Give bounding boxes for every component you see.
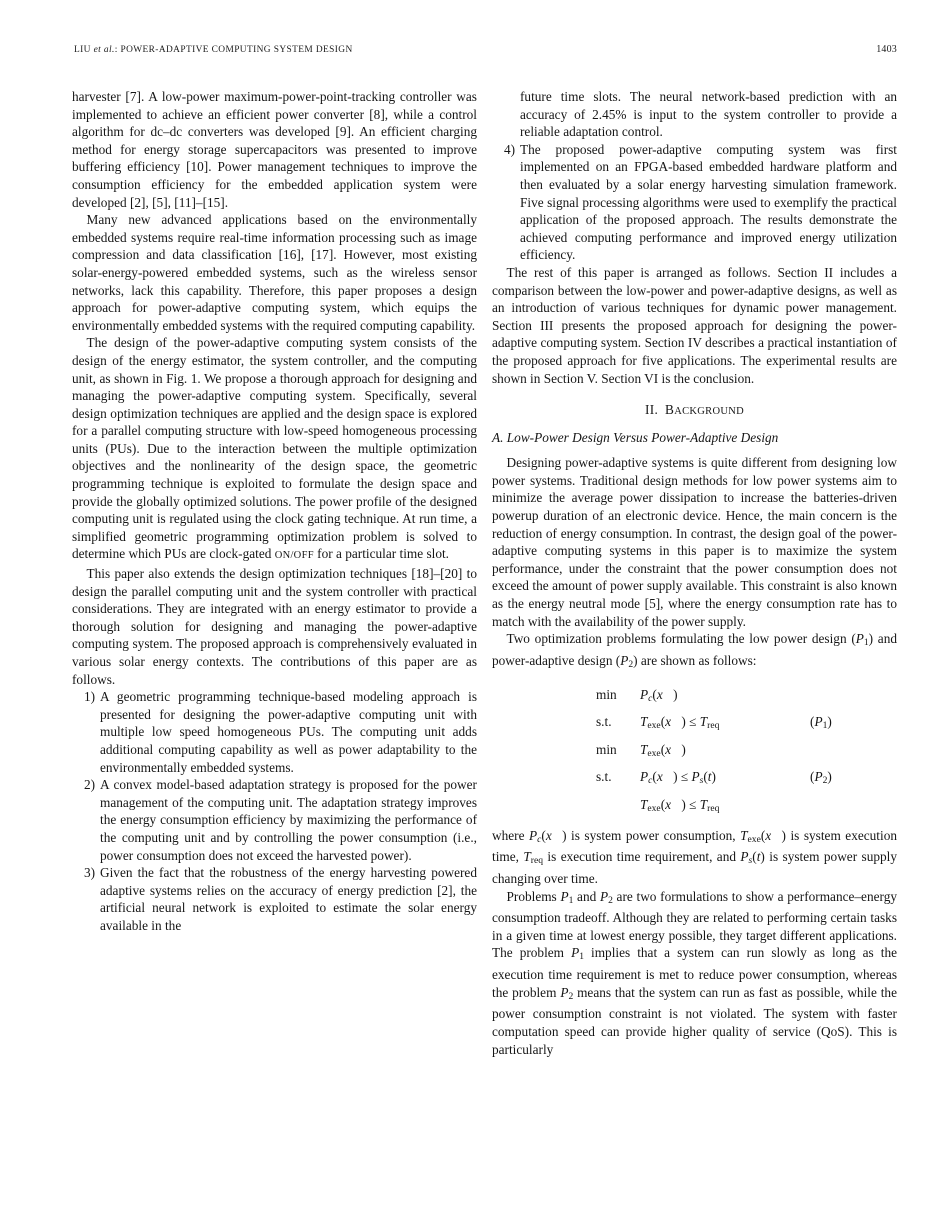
- section-heading-background: II. BACKGROUND: [645, 402, 744, 418]
- optimization-equations: [492, 683, 897, 821]
- page-header: [74, 44, 897, 55]
- equation-expression: Texe(x⃗) ≤ Treq: [640, 714, 720, 732]
- list-item-text: A convex model-based adaptation strategy is proposed for the power management of the computing unit. The adaptation strategy improves the energy consumption efficiency by maximizing the performance of the computing unit and by controlling the power consumption (i.e., power consumption does not exceed the harvested power).: [100, 777, 477, 863]
- equation-row: [492, 793, 897, 821]
- two-column-body: [72, 88, 897, 1058]
- list-item-text: Given the fact that the robustness of the energy harvesting powered adaptive systems relies on the accuracy of energy prediction [2], the artificial neural network is exploited to estimate the solar energy available in the: [100, 865, 477, 933]
- contribution-item-1: [72, 688, 477, 776]
- equation-tag: [810, 793, 897, 821]
- paragraph-extends-techniques: This paper also extends the design optimization techniques [18]–[20] to design the parallel computing unit and the system controller with practical considerations. They are integrated with an energy estimator to provide a thorough solution for designing and managing the power-adaptive computing system. The proposed approach is comprehensively evaluated in various solar energy contexts. The contributions of this paper are as follows.: [72, 566, 477, 687]
- contribution-item-4: [492, 141, 897, 264]
- equation-tag-p1: (P1): [810, 714, 832, 732]
- contribution-item-3-continuation: future time slots. The neural network-based prediction with an accuracy of 2.45% is input to the system controller to provide a reliable adaptation control.: [520, 89, 897, 140]
- left-column: [72, 88, 477, 1058]
- equation-expression: Pc(x⃗): [640, 686, 678, 704]
- paragraph-harvester: harvester [7]. A low-power maximum-power-point-tracking controller was implemented to achieve an efficient power converter [8], while a control algorithm for dc–dc converters was developed [9]. An efficient charging method for energy storage supercapacitors was presented to improve buffering efficiency [10]. Power management techniques to improve the consumption efficiency for the embedded application system were developed [2], [5], [11]–[15].: [72, 89, 477, 210]
- subsection-heading-lowpower-vs-adaptive: A. Low-Power Design Versus Power-Adaptive Design: [492, 429, 779, 445]
- equation-operator: s.t.: [596, 714, 612, 730]
- right-column: [492, 88, 897, 1058]
- equation-operator: min: [596, 741, 617, 757]
- list-item-text: The proposed power-adaptive computing system was first implemented on an FPGA-based embedded hardware platform and then evaluated by a solar energy harvesting simulation framework. Five signal processing algorithms were used to exemplify the practical application of the proposed approach. The results demonstrate the achieved computing performance and improved energy utilization efficiency.: [520, 141, 897, 263]
- contribution-item-2: [72, 776, 477, 864]
- paragraph-system-design: The design of the power-adaptive computing system consists of the design of the energy estimator, the system controller, and the computing unit, as shown in Fig. 1. We propose a thorough approach for designing and managing the power-adaptive computing system. Specifically, several design optimization techniques are applied and the design space is explored for a parallel computing structure with low-speed homogeneous processing units (PUs). Due to the interaction between the multiple optimization objectives and the nonlinearity of the design space, the geometric programming technique is exploited to formulate the design space and provide the globally optimized solutions. The power profile of the designed computing unit is regulated using the clock gating technique. At run time, a simplified geometric programming optimization problem is solved to determine which PUs are clock-gated ON/OFF for a particular time slot.: [72, 335, 477, 562]
- equation-expression: Pc(x⃗) ≤ Ps(t): [640, 769, 716, 787]
- equation-expression: Texe(x⃗) ≤ Treq: [640, 796, 720, 815]
- list-marker: 3): [84, 865, 96, 881]
- equation-tag-p2: (P2): [810, 769, 832, 787]
- list-marker: 4): [504, 141, 516, 157]
- equation-row: [492, 765, 897, 793]
- equation-operator: [596, 793, 640, 821]
- equation-tag: [810, 683, 897, 711]
- running-title: LIU et al.: POWER-ADAPTIVE COMPUTING SYSTEM DESIGN: [74, 45, 353, 55]
- equation-operator: s.t.: [596, 769, 612, 785]
- equation-tag: [810, 738, 897, 766]
- equation-row: [492, 738, 897, 766]
- contribution-item-3: [72, 864, 477, 934]
- paragraph-two-problems: Two optimization problems formulating the low power design (P1) and power-adaptive design (P2) are shown as follows:: [492, 631, 898, 670]
- paragraph-problems-tradeoff: Problems P1 and P2 are two formulations to show a performance–energy consumption tradeoff. Although they are related to performing certain tasks in a given time at lowest energy possible, they target different applications. The problem P1 implies that a system can run slowly as long as the execution time requirement is met to reduce power consumption, whereas the problem P2 means that the system can run as fast as possible, while the power consumption constraint is not violated. The system with faster computation speed can provide higher quality of service (QoS). This is particularly: [492, 888, 897, 1057]
- equation-expression: Texe(x⃗): [640, 741, 686, 759]
- equation-row: [492, 710, 897, 738]
- paragraph-many-applications: Many new advanced applications based on the environmentally embedded systems require real-time information processing such as image compression and data classification [16], [17]. However, most existing solar-energy-powered embedded systems, such as the wireless sensor networks, lack this capability. Therefore, this paper proposes a design approach for power-adaptive computing system, which equips the environmentally embedded systems with the required computing capability.: [72, 212, 477, 333]
- page-number: 1403: [876, 44, 897, 55]
- list-marker: 1): [84, 689, 96, 705]
- list-marker: 2): [84, 777, 96, 793]
- list-item-text: A geometric programming technique-based modeling approach is presented for designing the power-adaptive computing unit with multiple low speed homogeneous PUs. The computing unit adds additional computing capability as well as power adaptability to the environmentally embedded systems.: [100, 689, 477, 775]
- paragraph-where-definitions: where Pc(x⃗) is system power consumption, Texe(x⃗) is system execution time, Treq is execution time requirement, and Ps(t) is system power supply changing over time.: [492, 827, 897, 886]
- equation-row: [492, 683, 897, 711]
- equation-operator: min: [596, 686, 617, 702]
- paragraph-designing: Designing power-adaptive systems is quite different from designing low power systems. Traditional design methods for low power systems aim to minimize the average power dissipation to increase the batteries-driven powerup duration of an electronic device. Hence, the main concern is the reduction of energy consumption. In contrast, the design goal of the power-adaptive computing systems in this paper is to maximize the system performance, under the constraint that the power consumption does not exceed the amount of power supply available. This constraint is also known as the energy neutral mode [5], where the energy consumption rate has to match with the availability of the power supply.: [492, 455, 897, 629]
- paragraph-paper-outline: The rest of this paper is arranged as follows. Section II includes a comparison between the low-power and power-adaptive designs, as well as an introduction of various techniques for dynamic power management. Section III presents the proposed approach for designing the power-adaptive computing system. Section IV describes a practical instantiation of the proposed approach for five applications. The experimental results are shown in Section V. Section VI is the conclusion.: [492, 264, 897, 386]
